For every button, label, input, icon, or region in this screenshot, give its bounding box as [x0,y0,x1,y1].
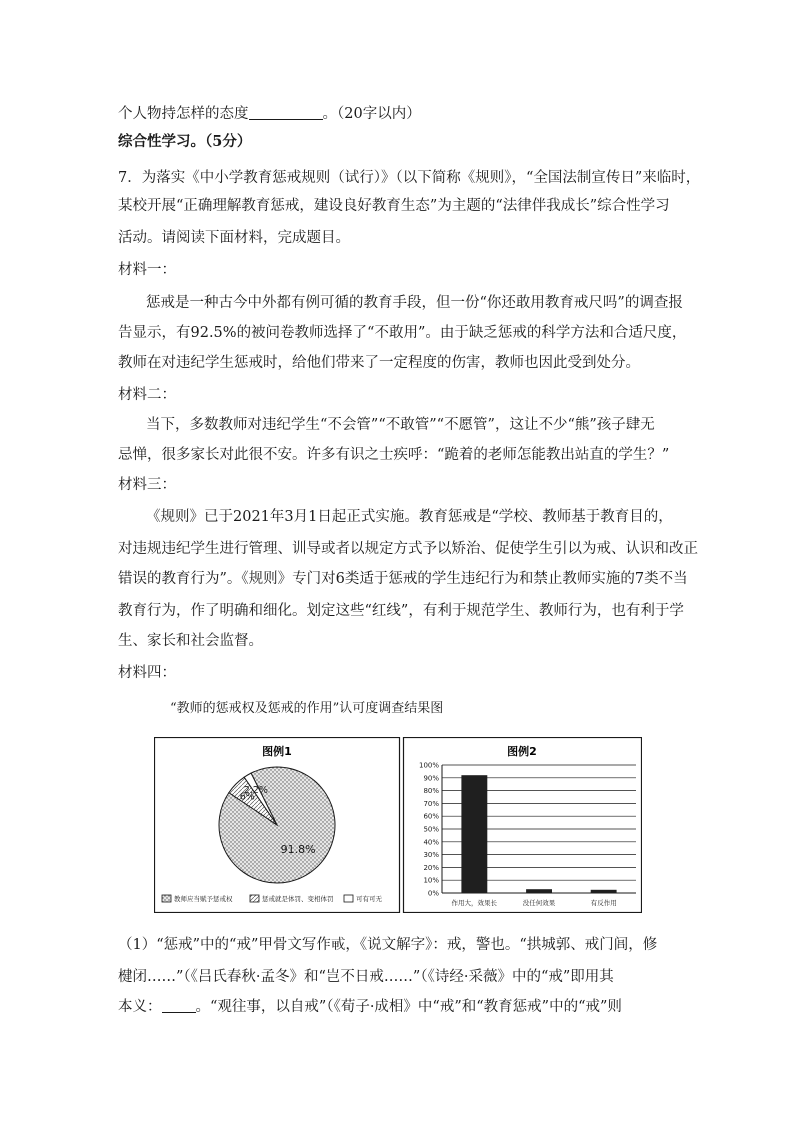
material-text: 生、家长和社会监督。 [118,633,263,649]
bar [461,775,487,893]
figure-title: “教师的惩戒权及惩戒的作用”认可度调查结果图 [170,701,444,716]
x-tick-label: 有反作用 [590,899,617,907]
text-segment: 个人物持怎样的态度 [118,106,249,122]
question-7-stem: 某校开展“正确理解教育惩戒，建设良好教育生态”为主题的“法律伴我成长”综合性学习 [118,198,670,214]
material-text: 错误的教育行为”。《规则》专门对6类适于惩戒的学生违纪行为和禁止教师实施的7类不当 [118,571,688,587]
material-label: 材料四： [118,665,176,681]
y-tick-label: 80% [423,787,439,796]
answer-blank [249,105,323,120]
question-7-stem: 7．为落实《中小学教育惩戒规则（试行）》（以下简称《规则》，“全国法制宣传日”来临时， [118,170,701,186]
y-tick-label: 100% [418,761,439,770]
material-text: 当下，多数教师对违纪学生“不会管”“不敢管”“不愿管”，这让不少“熊”孩子肆无 [146,417,655,433]
subquestion-1: （1）“惩戒”中的“戒”甲骨文写作𢦦，《说文解字》：戒，警也。“拱城郭、戒门闾，修 [118,937,658,953]
material-text: 惩戒是一种古今中外都有例可循的教育手段，但一份“你还敢用教育戒尺吗”的调查报 [146,295,683,311]
survey-chart [154,737,642,913]
text-segment: 。“观往事，以自戒”（《荀子·成相》中“戒”和“教育惩戒”中的“戒”则 [195,999,622,1015]
question-6-tail [118,104,678,124]
x-tick-label: 没任何效果 [522,899,556,907]
bar-title: 图例2 [507,745,537,758]
legend-label: 惩戒就是体罚、变相体罚 [262,895,334,903]
subquestion-1: 楗闭……”（《吕氏春秋·孟冬》和“岂不日戒……”（《诗经·采薇》中的“戒”即用其 [118,969,614,985]
survey-figure [154,737,642,913]
text-segment: 。（20字以内） [322,106,421,122]
legend-swatch [250,895,259,902]
y-tick-label: 60% [423,812,439,821]
y-tick-label: 0% [427,889,439,898]
y-tick-label: 10% [423,876,439,885]
material-text: 教育行为，作了明确和细化。划定这些“红线”，有利于规范学生、教师行为，也有利于学 [118,603,684,619]
material-label: 材料二： [118,387,176,403]
legend-swatch [344,895,353,902]
bar [591,890,617,893]
y-tick-label: 90% [423,774,439,783]
y-tick-label: 50% [423,825,439,834]
answer-blank [162,998,196,1013]
pie-slices [219,767,335,883]
x-tick-label: 作用大，效果长 [451,899,498,907]
bar-series [461,775,616,893]
material-text: 对违规违纪学生进行管理、训导或者以规定方式予以矫治、促使学生引以为戒、认识和改正 [118,541,698,557]
material-label: 材料三： [118,477,176,493]
question-7-stem: 活动。请阅读下面材料，完成题目。 [118,230,350,246]
pie-value-label: 6% [239,791,255,803]
pie-value-label: 91.8% [280,843,316,856]
legend-label: 教师应当赋予惩戒权 [174,895,233,903]
bar-panel-frame [404,738,642,913]
y-tick-label: 70% [423,799,439,808]
bar-y-tick-labels [419,762,439,898]
material-text: 告显示，有92.5%的被问卷教师选择了“不敢用”。由于缺乏惩戒的科学方法和合适尺度， [118,325,687,341]
legend-label: 可有可无 [356,895,382,903]
material-text: 教师在对违纪学生惩戒时，给他们带来了一定程度的伤害，教师也因此受到处分。 [118,355,640,371]
material-label: 材料一： [118,262,176,278]
y-tick-label: 30% [423,851,439,860]
legend-swatch [162,895,171,902]
pie-legend [162,894,383,903]
pie-title: 图例1 [262,745,292,758]
material-text: 忌惮，很多家长对此很不安。许多有识之士疾呼：“跪着的老师怎能教出站直的学生？” [118,447,670,463]
material-text: 《规则》已于2021年3月1日起正式实施。教育惩戒是“学校、教师基于教育目的， [146,509,673,525]
text-segment: 本义： [118,999,162,1015]
bar-x-tick-labels [452,898,617,907]
subquestion-1-blank-line [118,997,678,1017]
bar [526,889,552,893]
pie-value-label: 2.2% [243,785,268,796]
y-tick-label: 20% [423,863,439,872]
section-heading: 综合性学习。（5分） [118,133,252,150]
y-tick-label: 40% [423,838,439,847]
